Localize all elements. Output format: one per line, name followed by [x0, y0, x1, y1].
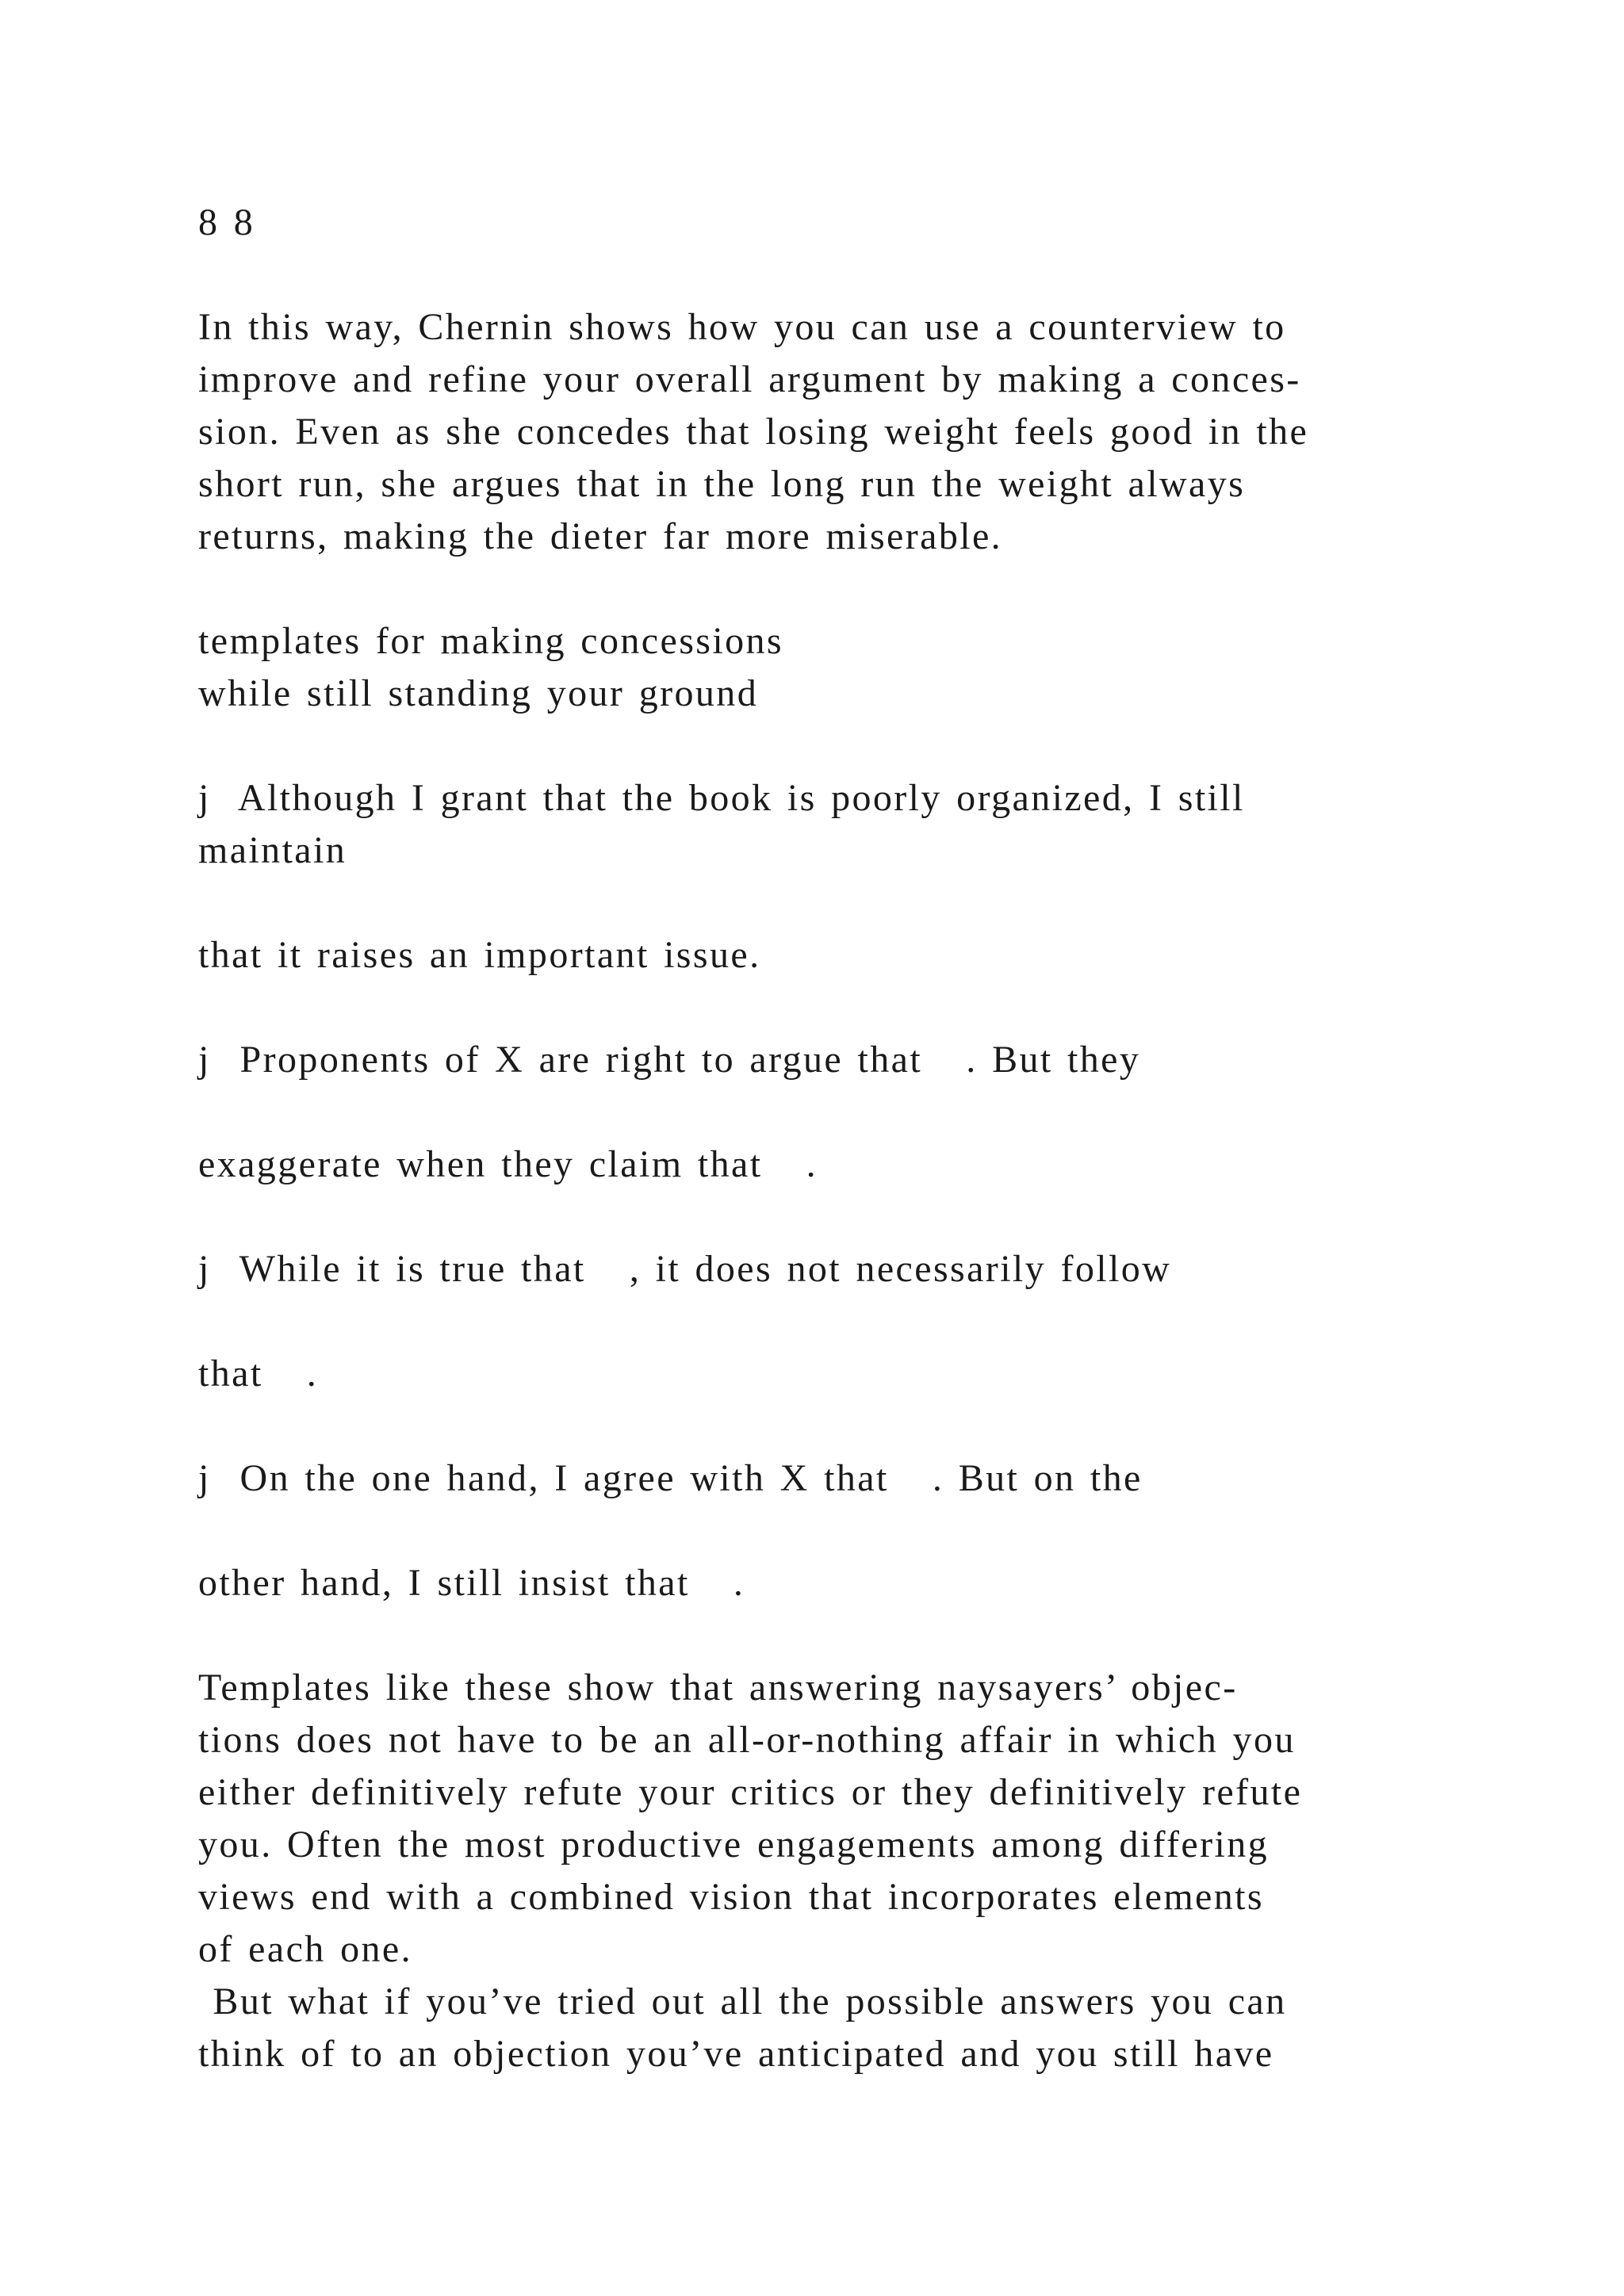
text-line: Templates like these show that answering naysayers’ objec- — [198, 1667, 1238, 1709]
template-line: exaggerate when they claim that . — [198, 1143, 818, 1185]
page-number: 8 8 — [198, 201, 255, 243]
text-line: views end with a combined vision that incorporates elements — [198, 1876, 1264, 1918]
text-line: In this way, Chernin shows how you can use a counterview to — [198, 306, 1286, 348]
heading-line: templates for making concessions — [198, 620, 783, 662]
text-line: tions does not have to be an all-or-nothing affair in which you — [198, 1719, 1296, 1761]
template-line: that . — [198, 1353, 319, 1395]
text-line: But what if you’ve tried out all the possible answers you can — [198, 1980, 1287, 2022]
template-line: maintain — [198, 829, 347, 871]
text-line: think of to an objection you’ve anticipated and you still have — [198, 2033, 1274, 2075]
text-line: improve and refine your overall argument by making a conces- — [198, 358, 1301, 400]
template-line: j On the one hand, I agree with X that . But on the — [198, 1457, 1143, 1499]
template-line: j Although I grant that the book is poorly organized, I still — [198, 777, 1245, 819]
text-line: returns, making the dieter far more miserable. — [198, 515, 1003, 557]
text-line: short run, she argues that in the long run the weight always — [198, 463, 1246, 505]
heading-line: while still standing your ground — [198, 672, 759, 714]
template-line: that it raises an important issue. — [198, 934, 761, 976]
template-line: other hand, I still insist that . — [198, 1562, 745, 1604]
template-line: j While it is true that , it does not necessarily follow — [198, 1248, 1172, 1290]
text-line: you. Often the most productive engagements among differing — [198, 1823, 1270, 1866]
text-line: of each one. — [198, 1928, 413, 1970]
text-line: either definitively refute your critics or they definitively refute — [198, 1771, 1303, 1813]
template-line: j Proponents of X are right to argue that . But they — [198, 1039, 1141, 1081]
text-line: sion. Even as she concedes that losing weight feels good in the — [198, 411, 1309, 453]
